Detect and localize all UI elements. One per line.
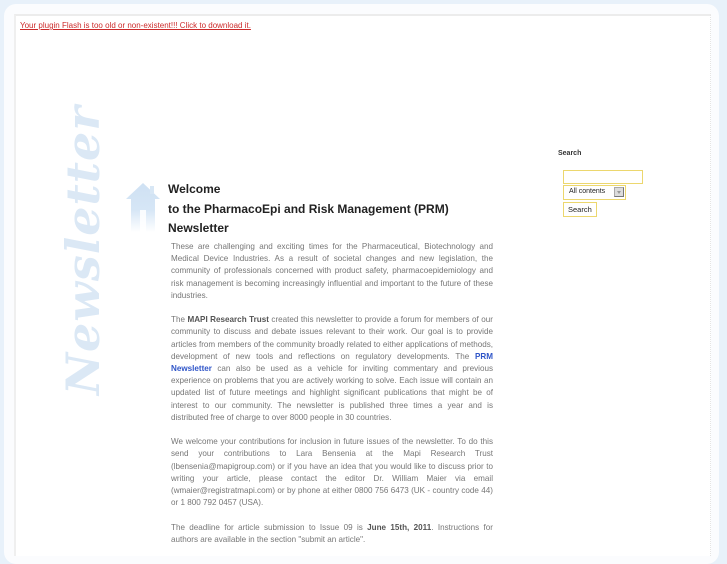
dropdown-arrow-icon[interactable] — [614, 187, 624, 197]
page-title — [168, 180, 449, 239]
search-button[interactable]: Search — [563, 202, 597, 217]
search-heading: Search — [558, 150, 582, 157]
title-line-1: Welcome — [168, 182, 221, 196]
home-icon[interactable] — [126, 182, 160, 242]
title-line-3: Newsletter — [168, 221, 229, 235]
paragraph-deadline — [171, 522, 493, 546]
prm-newsletter-link[interactable]: PRM Newsletter — [171, 351, 493, 374]
search-input[interactable] — [563, 170, 643, 184]
deadline-date: June 15th, 2011 — [367, 522, 432, 532]
flash-download-link[interactable]: Your plugin Flash is too old or non-existent!!! Click to download it. — [20, 21, 251, 30]
text: The — [171, 315, 188, 325]
search-scope-select[interactable] — [563, 185, 626, 200]
mapi-trust-name: MAPI Research Trust — [187, 315, 269, 325]
text: can also be used as a vehicle for inviting commentary and previous experience on problems that you are actively working to solve. Each issue will contain an updated list of future meetings and highlight significant publications that might be of interest to our community. The newsletter is published three times a year and is distributed free of charge to over 8000 people in 30 countries. — [171, 364, 493, 422]
paragraph-intro: These are challenging and exciting times for the Pharmaceutical, Biotechnology and Medical Device Industries. As a result of societal changes and new legislation, the community of professionals concerned with product safety, pharmacoepidemiology and risk management is becoming increasingly influential and important to the future of these industries. — [171, 242, 493, 300]
text: The deadline for article submission to Issue 09 is — [171, 522, 368, 532]
article-body — [171, 241, 493, 558]
text: created this newsletter to provide a forum for members of our community to discuss and debate issues relevant to their work. Our goal is to provide articles from members of the community broadly related to either applications of methods, development of new tools and reflections on regulatory developments. The — [171, 315, 493, 361]
newsletter-banner: Newsletter — [56, 105, 110, 395]
text: . Instructions for authors are available in the section "submit an article". — [171, 522, 493, 544]
title-line-2: to the PharmacoEpi and Risk Management (PRM) — [168, 201, 449, 216]
paragraph-about — [171, 314, 493, 424]
scope-selected-value: All contents — [569, 188, 606, 195]
paragraph-contributions: We welcome your contributions for inclusion in future issues of the newsletter. To do this send your contributions to Lara Bensenia at the Mapi Research Trust (lbensenia@mapigroup.com) or if you have an idea that you would like to discuss prior to writing your article, please contact the editor Dr. William Maier via email (wmaier@registratmapi.com) or by phone at either 0800 756 6473 (UK - country code 44) or 1 800 792 0457 (USA). — [171, 437, 493, 508]
